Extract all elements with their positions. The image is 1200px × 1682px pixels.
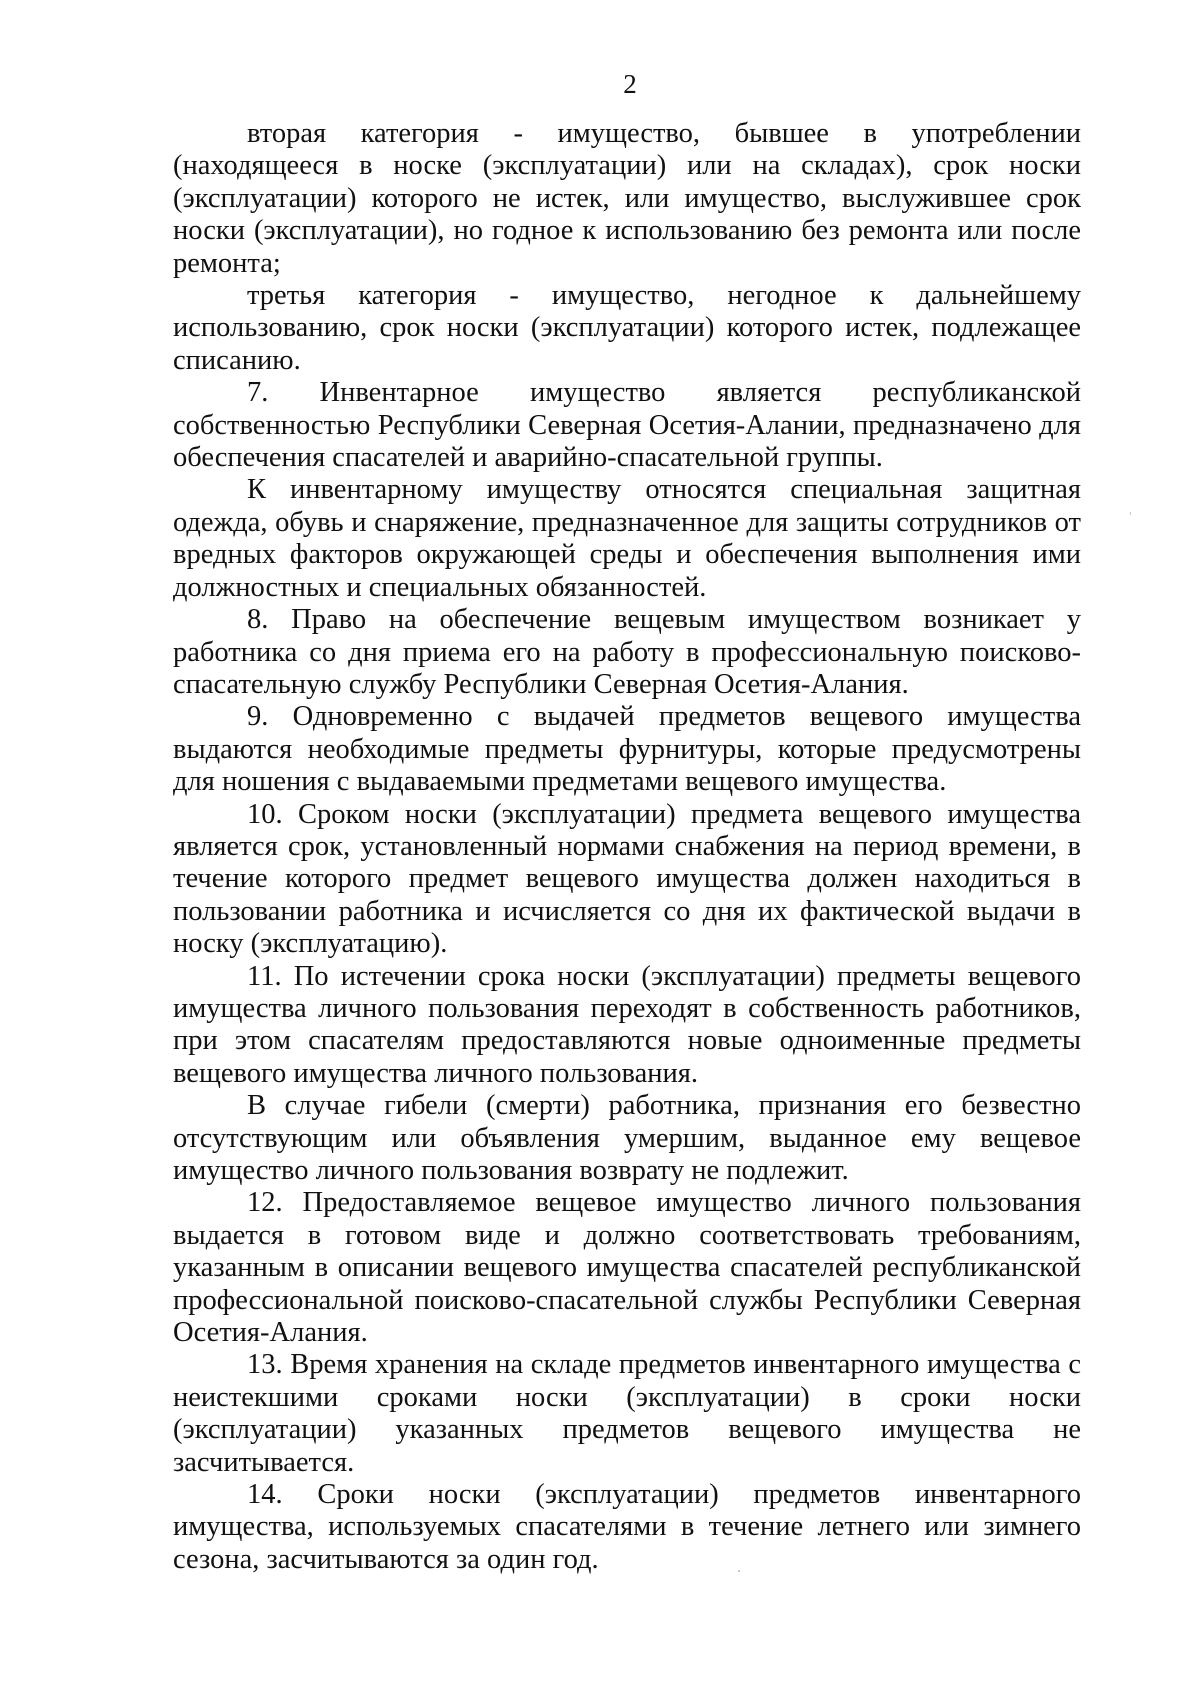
scan-speck [1130,512,1131,515]
paragraph-item-8: 8. Право на обеспечение вещевым имуществом возникает у работника со дня приема его на работу в профессиональную поисково-спасательную службу Республики Северная Осетия-Алания. [173,604,1081,700]
document-body [173,118,1081,1576]
paragraph-second-category: вторая категория - имущество, бывшее в употреблении (находящееся в носке (эксплуатации) или на складах), срок носки (эксплуатации) которого не истек, или имущество, выслужившее срок носки (эксплуатации), но годное к использованию без ремонта или после ремонта; [173,118,1081,279]
paragraph-item-14: 14. Сроки носки (эксплуатации) предметов инвентарного имущества, используемых спасателями в течение летнего или зимнего сезона, засчитываются за один год. [173,1479,1081,1575]
paragraph-item-9: 9. Одновременно с выдачей предметов вещевого имущества выдаются необходимые предметы фурнитуры, которые предусмотрены для ношения с выдаваемыми предметами вещевого имущества. [173,701,1081,798]
paragraph-item-10: 10. Сроком носки (эксплуатации) предмета вещевого имущества является срок, установленный нормами снабжения на период времени, в течение которого предмет вещевого имущества должен находиться в пользовании работника и исчисляется со дня их фактической выдачи в носку (эксплуатацию). [173,798,1081,960]
paragraph-item-12: 12. Предоставляемое вещевое имущество личного пользования выдается в готовом виде и должно соответствовать требованиям, указанным в описании вещевого имущества спасателей республиканской профессиональной поисково-спасательной службы Республики Северная Осетия-Алания. [173,1187,1081,1349]
paragraph-third-category: третья категория - имущество, негодное к дальнейшему использованию, срок носки (эксплуатации) которого истек, подлежащее списанию. [173,280,1081,376]
scan-speck [738,1570,740,1572]
page-number: 2 [623,69,637,99]
paragraph-item-13: 13. Время хранения на складе предметов инвентарного имущества с неистекшими сроками носки (эксплуатации) в сроки носки (эксплуатации) указанных предметов вещевого имущества не засчитывается. [173,1349,1081,1478]
paragraph-inventory-property: К инвентарному имуществу относятся специальная защитная одежда, обувь и снаряжение, предназначенное для защиты сотрудников от вредных факторов окружающей среды и обеспечения выполнения ими должностных и специальных обязанностей. [173,474,1081,603]
paragraph-item-7: 7. Инвентарное имущество является республиканской собственностью Республики Северная Осетия-Алании, предназначено для обеспечения спасателей и аварийно-спасательной группы. [173,377,1081,474]
paragraph-death-case: В случае гибели (смерти) работника, признания его безвестно отсутствующим или объявления умершим, выданное ему вещевое имущество личного пользования возврату не подлежит. [173,1090,1081,1186]
paragraph-item-11: 11. По истечении срока носки (эксплуатации) предметы вещевого имущества личного пользования переходят в собственность работников, при этом спасателям предоставляются новые одноименные предметы вещевого имущества личного пользования. [173,960,1081,1089]
